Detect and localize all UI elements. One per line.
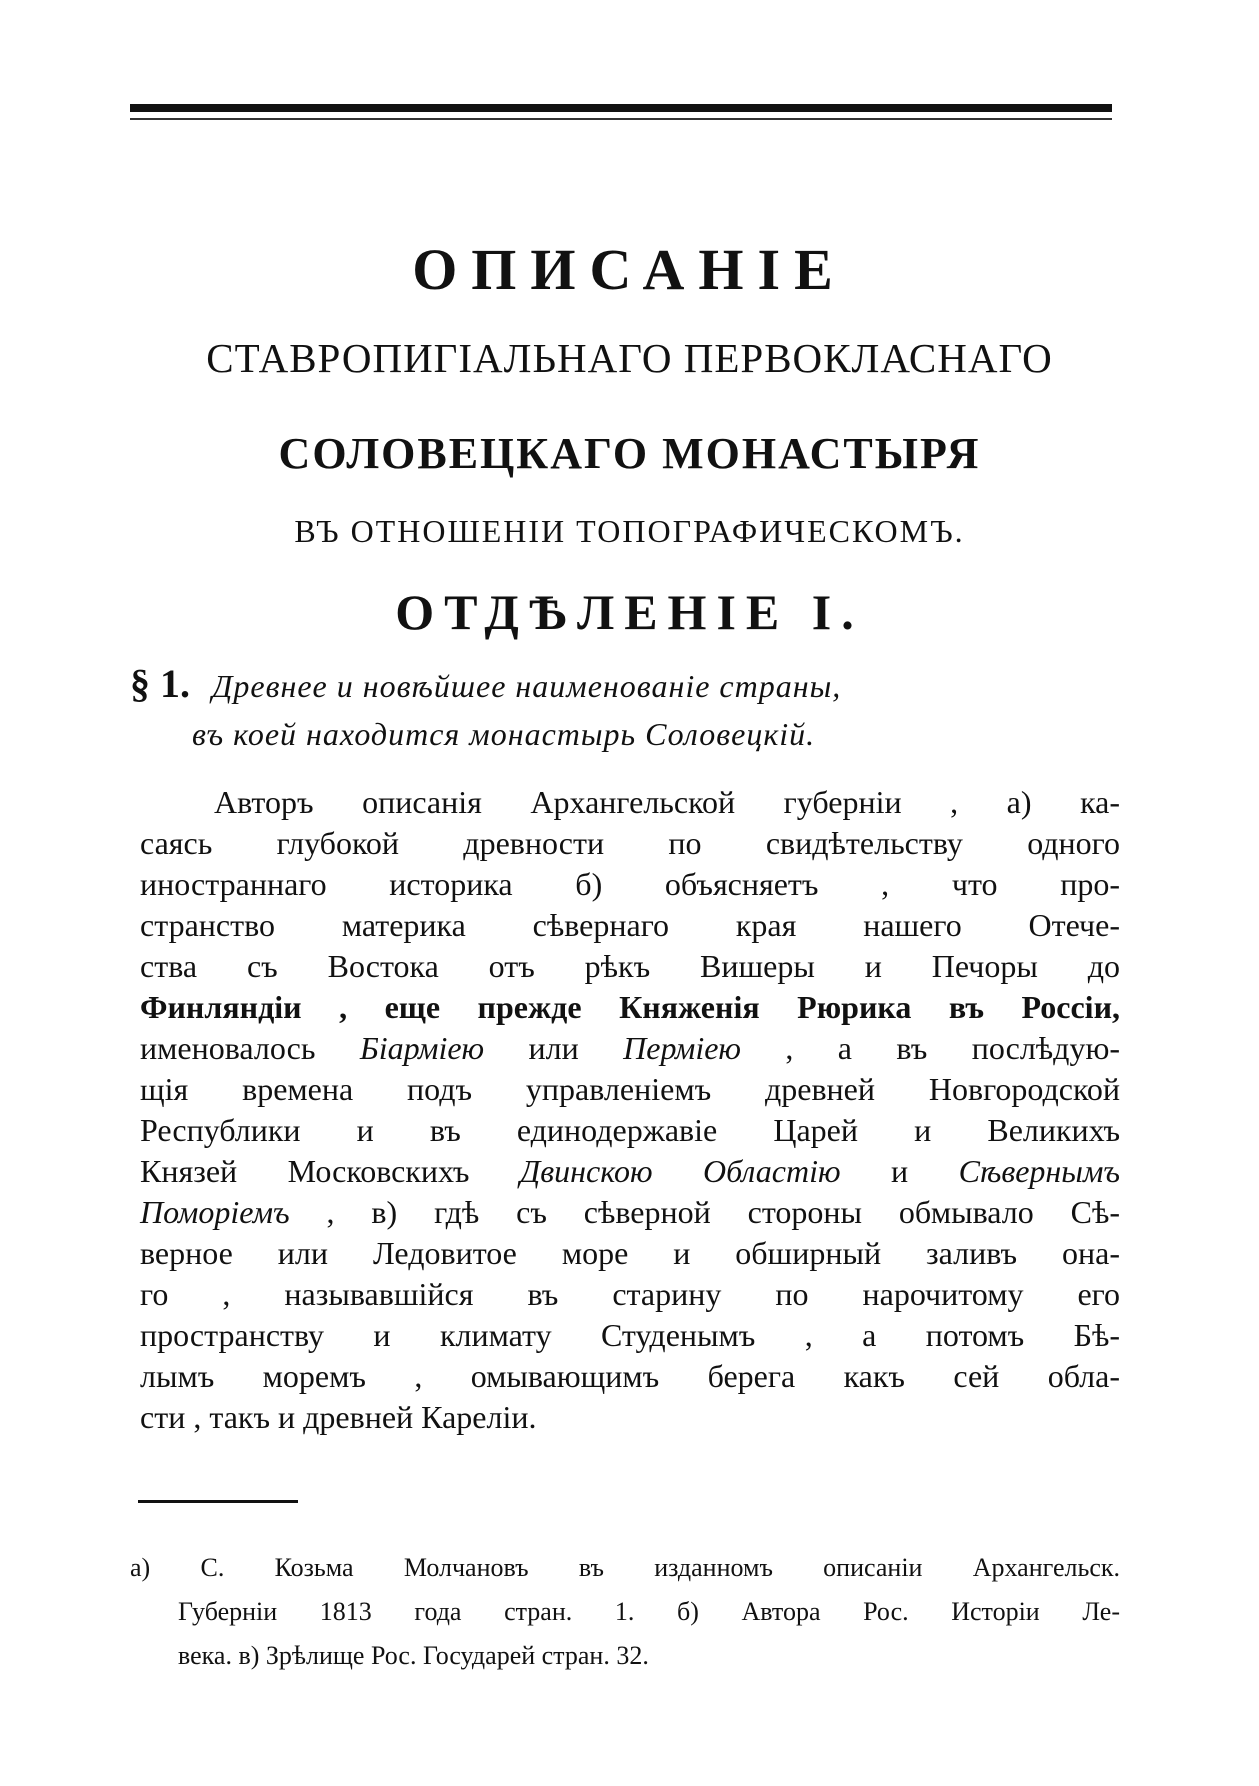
text-line: лымъ моремъ , омывающимъ берега какъ сей обла- — [140, 1358, 1120, 1394]
text-line: щія времена подъ управленіемъ древней Новгородской — [140, 1071, 1120, 1107]
italic-name: Двинскою Областiю — [519, 1153, 841, 1189]
division-heading: ОТДѢЛЕНІЕ I. — [395, 584, 864, 640]
text-run: и — [891, 1153, 909, 1189]
text-line: верное или Ледовитое море и обширный заливъ она- — [140, 1235, 1120, 1271]
text-line: Авторъ описанія Архангельской губерніи , а) ка- — [214, 784, 1120, 820]
section-title-line-1: Древнее и новѣйшее наименованіе страны, — [212, 668, 842, 704]
text-run: , а въ послѣдую- — [785, 1030, 1121, 1066]
italic-name: Сѣвернымъ — [958, 1153, 1120, 1189]
footnote-line: Губерніи 1813 года стран. 1. б) Автора Рос. Исторіи Ле- — [178, 1597, 1120, 1626]
italic-name: Пермiею — [623, 1030, 741, 1066]
section-heading — [130, 660, 1122, 758]
section-heading-line-2 — [130, 710, 1122, 758]
text-line: Республики и въ единодержавіе Царей и Великихъ — [140, 1112, 1120, 1148]
body-paragraph — [140, 782, 1120, 1438]
subtitle: СТАВРОПИГІАЛЬНАГО ПЕРВОКЛАСНАГО — [206, 335, 1053, 381]
text-line: иностраннаго историка б) объясняетъ , что про- — [140, 866, 1120, 902]
footnote-line: а) С. Козьма Молчановъ въ изданномъ описаніи Архангельск. — [130, 1553, 1120, 1582]
footnote-rule — [138, 1500, 298, 1503]
text-line: саясь глубокой древности по свидѣтельству одного — [140, 825, 1120, 861]
bold-text: Финляндіи , еще прежде Княженія Рюрика въ Россіи, — [140, 989, 1120, 1025]
section-mark: § 1. — [130, 661, 190, 706]
text-line — [140, 1192, 1120, 1233]
text-line: ства съ Востока отъ рѣкъ Вишеры и Печоры до — [140, 948, 1120, 984]
italic-name: Біарміею — [359, 1030, 485, 1066]
monastery-title: СОЛОВЕЦКАГО МОНАСТЫРЯ — [278, 429, 981, 478]
section-title-line-2: въ коей находится монастырь Соловецкій. — [192, 716, 816, 752]
text-line — [140, 1151, 1120, 1192]
text-line: пространству и климату Студенымъ , а потомъ Бѣ- — [140, 1317, 1120, 1353]
section-heading-line-1 — [130, 660, 1122, 710]
relation-line: ВЪ ОТНОШЕНІИ ТОПОГРАФИЧЕСКОМЪ. — [294, 513, 965, 549]
text-run: именовалось — [140, 1030, 316, 1066]
text-run: или — [528, 1030, 579, 1066]
text-line — [140, 987, 1120, 1028]
text-line: странство материка сѣвернаго края нашего Отече- — [140, 907, 1120, 943]
text-line: сти , такъ и древней Кареліи. — [140, 1399, 537, 1435]
footnotes — [130, 1546, 1120, 1678]
header-rule-thin — [130, 118, 1112, 120]
italic-name: Поморіемъ — [140, 1194, 290, 1230]
text-line: го , называвшійся въ старину по нарочитому его — [140, 1276, 1120, 1312]
footnote-line: века. в) Зрѣлище Рос. Государей стран. 32. — [178, 1641, 649, 1670]
page-title: ОПИСАНІЕ — [412, 237, 847, 302]
text-line — [140, 1028, 1120, 1069]
text-run: , в) гдѣ съ сѣверной стороны обмывало Сѣ- — [326, 1194, 1121, 1230]
text-run: Князей Московскихъ — [140, 1153, 470, 1189]
header-rule — [130, 104, 1112, 112]
